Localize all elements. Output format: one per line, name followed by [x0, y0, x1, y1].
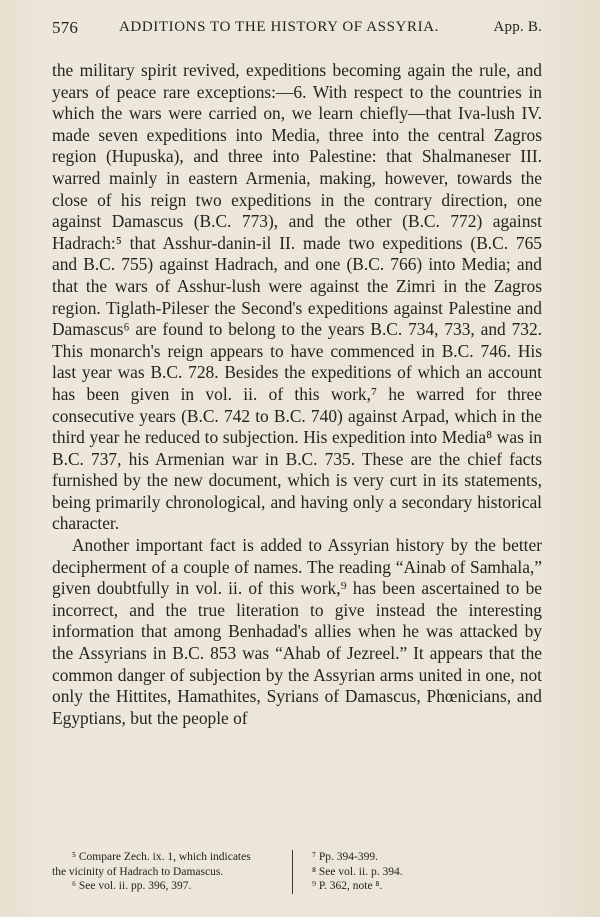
paragraph: Another important fact is added to Assyrian history by the better decipherment of a couple of names. The reading “Ainab of Samhala,” given doubtfully in vol. ii. of this work,⁹ has been ascertained to be incorrect, and the true literation to give instead the interesting information that among Benhadad's allies when he was attacked by the Assyrians in B.C. 853 was “Ahab of Jezreel.” It appears that the common danger of subjection by the Assyrian arms united in one, not only the Hittites, Hamathites, Syrians of Damascus, Phœnicians, and Egyptians, but the people of	[52, 535, 542, 728]
paragraph: the military spirit revived, expeditions becoming again the rule, and years of peace rare exceptions:—6. With respect to the countries in which the wars were carried on, we learn chiefly—that Iva-lush IV. made seven expeditions into Media, three into the central Zagros region (Hupuska), and three into Palestine: that Shalmaneser III. warred mainly in eastern Armenia, making, however, towards the close of his reign two expeditions in the contrary direction, one against Damascus (B.C. 773), and the other (B.C. 772) against Hadrach:⁵ that Asshur-danin-il II. made two expeditions (B.C. 765 and B.C. 755) against Hadrach, and one (B.C. 766) into Media; and that the wars of Asshur-lush were against the Zimri in the Zagros region. Tiglath-Pileser the Second's expeditions against Palestine and Damascus⁶ are found to belong to the years B.C. 734, 733, and 732. This monarch's reign appears to have commenced in B.C. 746. His last year was B.C. 728. Besides the expeditions of which an account has been given in vol. ii. of this work,⁷ he warred for three consecutive years (B.C. 742 to B.C. 740) against Arpad, which in the third year he reduced to subjection. His expedition into Media⁸ was in B.C. 737, his Armenian war in B.C. 735. These are the chief facts furnished by the new document, which is very curt in its statements, being primarily chronological, and having only a secondary historical character.	[52, 60, 542, 534]
appendix-label: App. B.	[493, 19, 542, 35]
running-title: ADDITIONS TO THE HISTORY OF ASSYRIA.	[119, 19, 439, 35]
footnotes	[52, 850, 542, 894]
footnotes-right-column	[312, 850, 542, 894]
footnote-7: ⁷ Pp. 394-399.	[312, 851, 378, 863]
footnote-6: ⁶ See vol. ii. pp. 396, 397.	[72, 880, 192, 892]
footnote-5-continuation: the vicinity of Hadrach to Damascus.	[52, 865, 224, 878]
footnote-5: ⁵ Compare Zech. ix. 1, which indicates	[72, 851, 251, 863]
main-text	[52, 60, 542, 729]
footnote-9: ⁹ P. 362, note ⁸.	[312, 880, 383, 892]
page-number: 576	[52, 18, 79, 37]
footnote-8: ⁸ See vol. ii. p. 394.	[312, 865, 403, 878]
footnotes-left-column	[52, 850, 293, 894]
running-header	[52, 18, 542, 44]
